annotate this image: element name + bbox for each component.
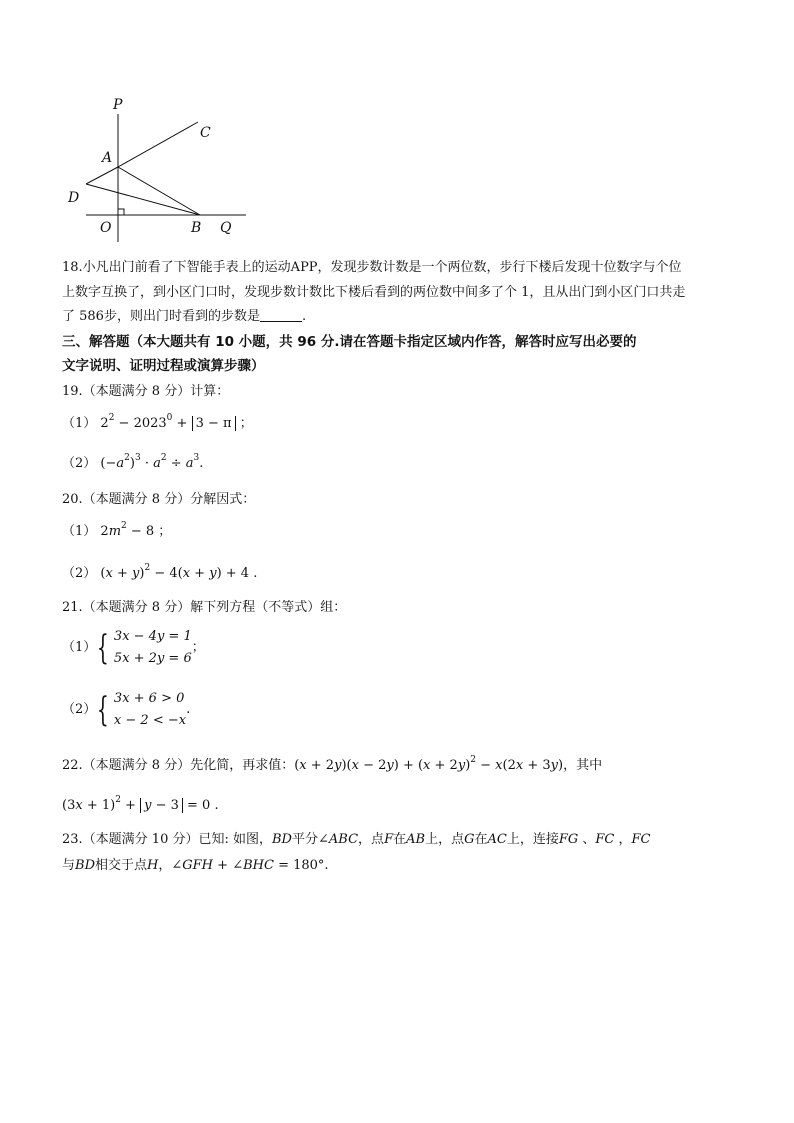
system-brace: { bbox=[97, 690, 110, 730]
q21-eq1: 3x − 4y = 1 bbox=[113, 629, 192, 644]
q23-text-a: 23.（本题满分 10 分）已知: 如图， bbox=[62, 832, 272, 847]
q18-line3 bbox=[62, 305, 306, 329]
q20-title: 20.（本题满分 8 分）分解因式： bbox=[62, 492, 256, 507]
section3-heading-line2: 文字说明、证明过程或演算步骤） bbox=[62, 358, 265, 374]
system-brace: { bbox=[97, 628, 110, 668]
q21-ineq2: x − 2 < −x bbox=[113, 713, 187, 728]
line-db bbox=[86, 184, 200, 215]
answer-blank[interactable] bbox=[260, 307, 302, 322]
label-p: P bbox=[113, 97, 123, 113]
q23-text-h: 与 bbox=[62, 858, 76, 873]
q22-line2: $(3x + 1)^2 + y - 3 = 0$ . bbox=[62, 795, 219, 813]
q22-suffix: ，其中 bbox=[563, 758, 603, 773]
q21-eq2: 5x + 2y = 6 bbox=[113, 651, 192, 666]
section3-heading-line1: 三、解答题（本大题共有 10 小题，共 96 分.请在答题卡指定区域内作答，解答时应写出必要的 bbox=[62, 334, 637, 350]
q19-part2: （2） $(-a^2)^3 \cdot a^2 \div a^3$. bbox=[62, 453, 204, 471]
q20-part1-label: （1） bbox=[62, 524, 97, 539]
q21-title: 21.（本题满分 8 分）解下列方程（不等式）组： bbox=[62, 600, 347, 615]
figure-svg bbox=[60, 92, 250, 242]
q18-line3-end: . bbox=[301, 309, 307, 324]
q20-part2: （2） $(x + y)^2 - 4(x + y) + 4$ . bbox=[62, 563, 258, 581]
label-q: Q bbox=[220, 220, 232, 236]
q23-text-e: 上，点 bbox=[425, 832, 465, 847]
q23-text-i: 相交于点 bbox=[95, 858, 148, 873]
q23-text-j: ， bbox=[158, 858, 172, 873]
q23-text-c: ，点 bbox=[358, 832, 385, 847]
q19-part1-label: （1） bbox=[62, 416, 97, 431]
q23-line1: 23.（本题满分 10 分）已知: 如图，BD平分∠ABC，点F在AB上，点G在AC上，连接FG 、FC ，FC bbox=[62, 832, 651, 847]
q21-system2 bbox=[114, 688, 186, 732]
label-o: O bbox=[100, 220, 112, 236]
q18-line3-text: 了 586步，则出门时看到的步数是 bbox=[62, 309, 260, 324]
q21-ineq1: 3x + 6 > 0 bbox=[113, 691, 185, 706]
q23-text-g: 上，连接 bbox=[506, 832, 559, 847]
q20-part2-label: （2） bbox=[62, 566, 97, 581]
q19-part2-label: （2） bbox=[62, 456, 97, 471]
geometry-figure bbox=[60, 92, 250, 242]
q19-title: 19.（本题满分 8 分）计算： bbox=[62, 384, 230, 399]
label-a: A bbox=[102, 150, 113, 166]
q21-part2-label: （2） bbox=[62, 702, 97, 717]
q21-system1 bbox=[114, 626, 192, 670]
q23-text-b: 平分 bbox=[291, 832, 318, 847]
q20-part1: （1） $2m^2 - 8$ ； bbox=[62, 521, 172, 539]
q22-text: 22.（本题满分 8 分）先化简，再求值： bbox=[62, 758, 295, 773]
q23-text-f: 在 bbox=[474, 832, 488, 847]
label-b: B bbox=[191, 220, 202, 236]
q23-text-d: 在 bbox=[393, 832, 407, 847]
q21-part1: （1）{ 3x − 4y = 1 5x + 2y = 6 ； bbox=[62, 628, 205, 668]
line-da bbox=[86, 167, 118, 184]
q21-part2: （2）{ 3x + 6 > 0 x − 2 < −x . bbox=[62, 690, 191, 730]
q21-part1-label: （1） bbox=[62, 640, 97, 655]
line-ac bbox=[118, 122, 198, 167]
q23-line2: 与BD相交于点H，∠GFH + ∠BHC = 180°. bbox=[62, 858, 329, 873]
q18-line2: 上数字互换了，到小区门口时，发现步数计数比下楼后看到的两位数中间多了个 1，且从出门到小区门口共走 bbox=[62, 285, 686, 300]
right-angle-mark bbox=[118, 209, 124, 215]
q19-part1: （1） $2^2 - 2023^0 + 3 - \pi$ ； bbox=[62, 413, 253, 431]
label-c: C bbox=[200, 125, 211, 141]
q18-line1: 18.小凡出门前看了下智能手表上的运动APP，发现步数计数是一个两位数，步行下楼后发现十位数字与个位 bbox=[62, 260, 682, 275]
line-ab bbox=[118, 167, 200, 215]
label-d: D bbox=[68, 190, 80, 206]
q22-line1: 22.（本题满分 8 分）先化简，再求值：$(x + 2y)(x - 2y) + (x + 2y)^2 - x(2x + 3y)$，其中 bbox=[62, 755, 603, 773]
